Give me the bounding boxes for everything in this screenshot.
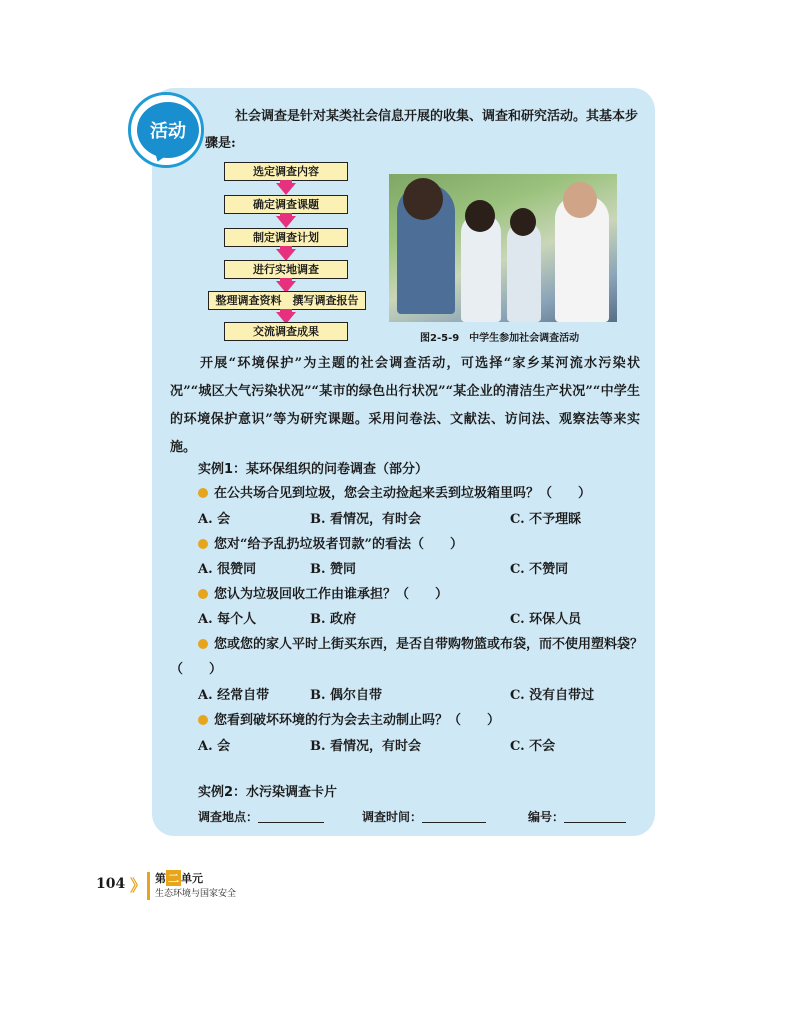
question-3 — [198, 583, 448, 602]
footer-unit-ordinal: 二 — [168, 872, 179, 885]
card-field-number-blank[interactable] — [564, 822, 626, 823]
q4-option-c[interactable]: C. 没有自带过 — [510, 688, 595, 703]
q1-option-b[interactable]: B. 看情况，有时会 — [310, 512, 422, 527]
footer-unit — [155, 870, 203, 886]
q4-option-b[interactable]: B. 偶尔自带 — [310, 688, 383, 703]
card-field-location-blank[interactable] — [258, 822, 324, 823]
survey-steps-flowchart — [200, 162, 370, 342]
flow-step-2: 确定调查课题 — [224, 195, 348, 214]
q4-option-a[interactable]: A. 经常自带 — [198, 688, 270, 703]
question-2 — [198, 533, 463, 552]
flow-step-3: 制定调查计划 — [224, 228, 348, 247]
q3-option-c[interactable]: C. 环保人员 — [510, 612, 582, 627]
flow-step-5: 整理调查资料 撰写调查报告 — [208, 291, 366, 310]
q3-option-a[interactable]: A. 每个人 — [198, 612, 257, 627]
example2-label: 实例2 — [198, 785, 234, 800]
q2-option-c[interactable]: C. 不赞同 — [510, 562, 569, 577]
example2-title: ：水污染调查卡片 — [233, 785, 338, 800]
card-field-location[interactable] — [198, 808, 324, 825]
flow-step-4: 进行实地调查 — [224, 260, 348, 279]
bullet-dot-icon — [198, 639, 208, 649]
question-4-text: 您或您的家人平时上街买东西，是否自带购物篮或布袋，而不使用塑料袋？ — [214, 637, 644, 652]
question-4-continuation: （ ） — [170, 662, 223, 677]
card-field-time[interactable] — [362, 808, 486, 825]
intro-text: 社会调查是针对某类社会信息开展的收集、调查和研究活动。其基本步骤是: — [205, 109, 639, 151]
photo-head-student-1 — [403, 178, 443, 220]
chevron-right-icon: 》 — [130, 876, 147, 895]
card-field-location-label: 调查地点： — [198, 810, 259, 824]
body-paragraph: 开展“环境保护”为主题的社会调查活动，可选择“家乡某河流水污染状况”“城区大气污染状况”“某市的绿色出行状况”“某企业的清洁生产状况”“中学生的环境保护意识”等为研究课题。采用问卷法、文献法、访问法、观察法等来实施。 — [170, 356, 640, 455]
flow-step-1: 选定调查内容 — [224, 162, 348, 181]
activity-badge-label: 活动 — [150, 121, 186, 142]
bullet-dot-icon — [198, 589, 208, 599]
question-4 — [198, 633, 643, 652]
q2-option-b[interactable]: B. 赞同 — [310, 562, 357, 577]
question-1 — [198, 482, 591, 501]
q5-option-c[interactable]: C. 不会 — [510, 739, 556, 754]
question-3-text: 您认为垃圾回收工作由谁承担？（ ） — [214, 587, 449, 602]
figure-caption: 图2-5-9 中学生参加社会调查活动 — [420, 333, 580, 344]
example1-title: ：某环保组织的问卷调查（部分） — [233, 462, 429, 477]
footer-divider — [147, 872, 150, 900]
example1-label: 实例1 — [198, 462, 234, 477]
q1-option-a[interactable]: A. 会 — [198, 512, 231, 527]
card-field-time-label: 调查时间： — [362, 810, 423, 824]
card-field-number[interactable] — [528, 808, 626, 825]
question-5 — [198, 709, 500, 728]
question-5-text: 您看到破坏环境的行为会去主动制止吗？（ ） — [214, 713, 501, 728]
bullet-dot-icon — [198, 488, 208, 498]
question-1-text: 在公共场合见到垃圾，您会主动捡起来丢到垃圾箱里吗？（ ） — [214, 486, 592, 501]
example2-heading — [198, 781, 337, 800]
flow-arrow-icon-2 — [276, 216, 296, 228]
q5-option-b[interactable]: B. 看情况，有时会 — [310, 739, 422, 754]
flow-step-6: 交流调查成果 — [224, 322, 348, 341]
card-field-time-blank[interactable] — [422, 822, 486, 823]
q3-option-b[interactable]: B. 政府 — [310, 612, 357, 627]
footer-unit-title: 生态环境与国家安全 — [155, 889, 237, 899]
students-survey-photo — [389, 174, 617, 322]
photo-head-student-3 — [510, 208, 536, 236]
footer-unit-prefix: 第 — [155, 872, 166, 885]
footer-unit-suffix: 单元 — [181, 872, 203, 885]
example1-heading — [198, 458, 428, 477]
q1-option-c[interactable]: C. 不予理睬 — [510, 512, 582, 527]
bullet-dot-icon — [198, 715, 208, 725]
page-number: 104 — [96, 876, 126, 892]
question-2-text: 您对“给予乱扔垃圾者罚款”的看法（ ） — [214, 537, 463, 552]
q2-option-a[interactable]: A. 很赞同 — [198, 562, 257, 577]
photo-figure-student-3 — [507, 222, 541, 322]
photo-head-teacher — [563, 182, 597, 218]
flow-arrow-icon-1 — [276, 183, 296, 195]
bullet-dot-icon — [198, 539, 208, 549]
photo-head-student-2 — [465, 200, 495, 232]
q5-option-a[interactable]: A. 会 — [198, 739, 231, 754]
card-field-number-label: 编号： — [528, 810, 565, 824]
